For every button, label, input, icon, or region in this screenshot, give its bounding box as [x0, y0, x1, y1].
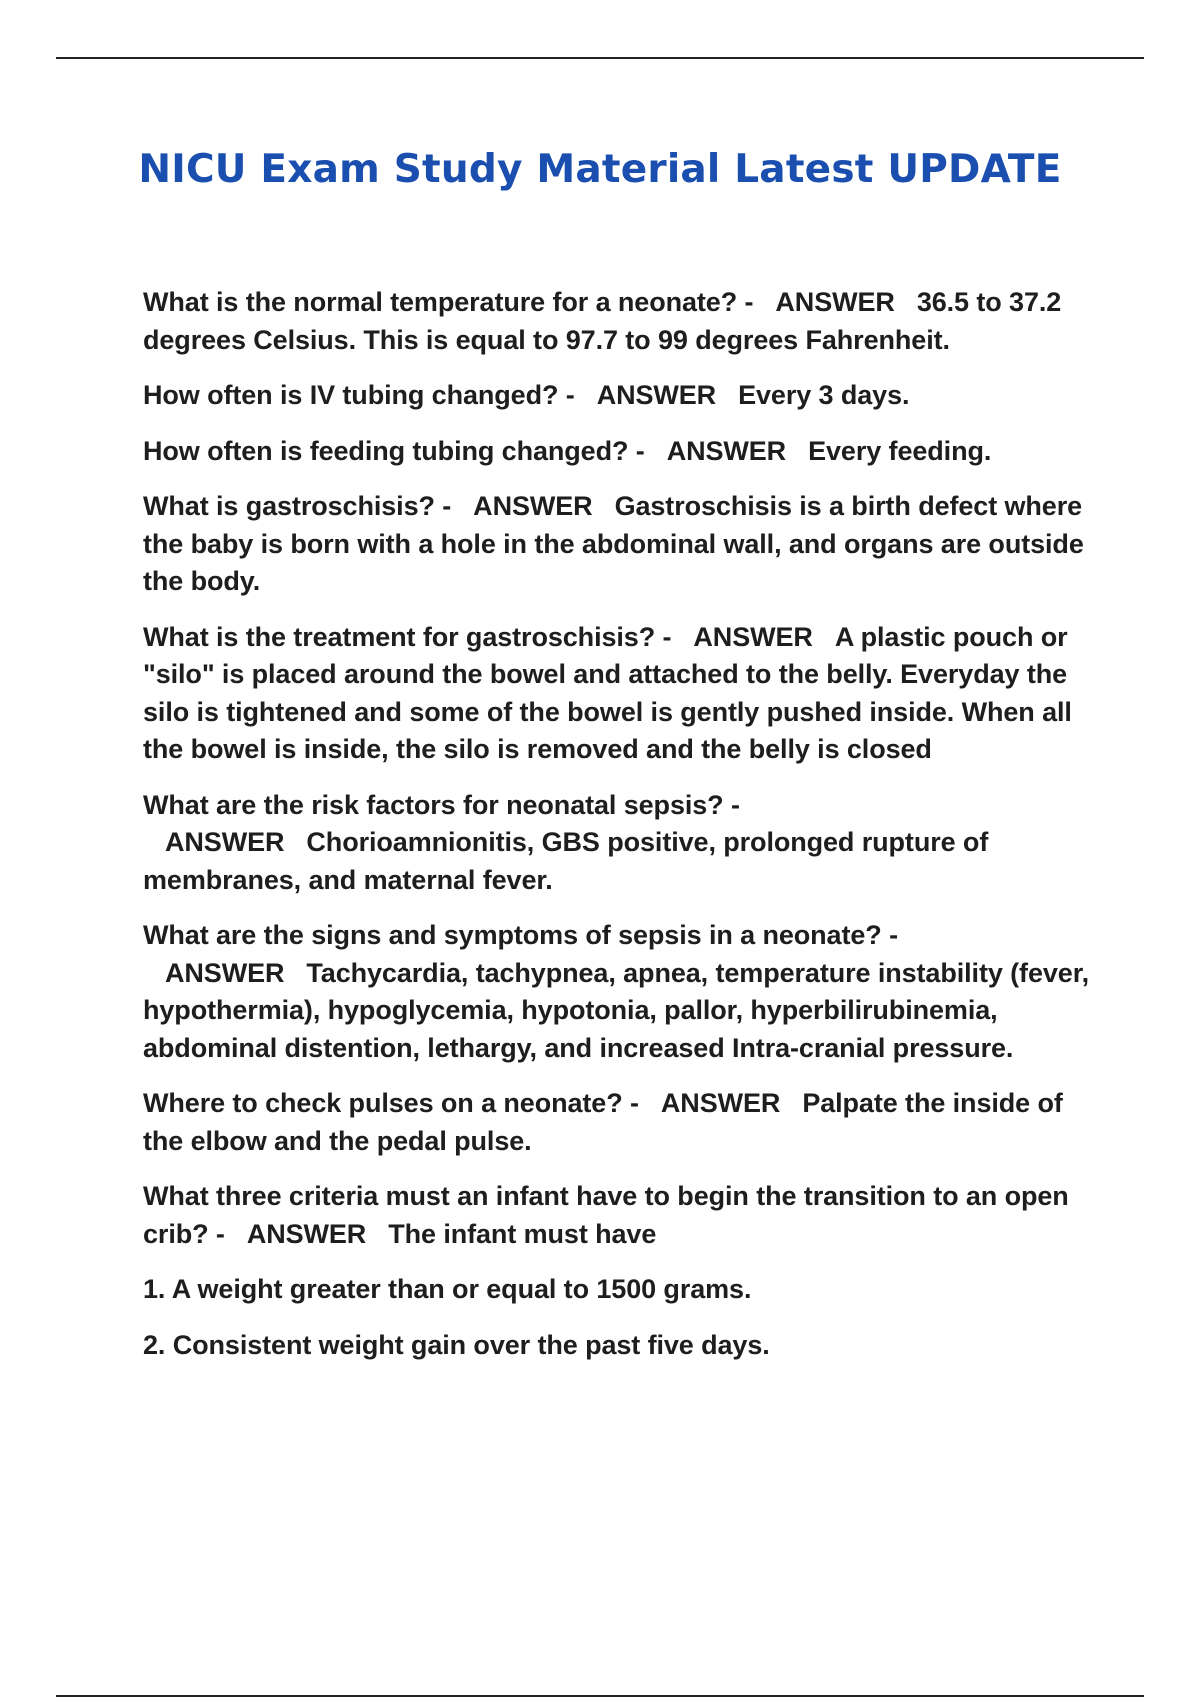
answer-text: Tachycardia, tachypnea, apnea, temperature instability (fever, hypothermia), hypoglycemia, hypotonia, pallor, hyperbilirubinemia, abdominal distention, lethargy, and increased Intra-cranial pressure.	[143, 957, 1090, 1063]
qa-item	[143, 488, 1098, 601]
answer-label: ANSWER	[775, 287, 895, 317]
answer-label: ANSWER	[473, 491, 593, 521]
qa-item	[143, 1178, 1098, 1253]
question-text: What are the signs and symptoms of sepsis in a neonate? -	[143, 920, 898, 950]
qa-item	[143, 787, 1098, 900]
answer-text: Every feeding.	[808, 435, 992, 466]
question-text: What is the normal temperature for a neonate? -	[143, 287, 754, 317]
document-title: NICU Exam Study Material Latest UPDATE	[138, 147, 1062, 192]
qa-item	[143, 284, 1098, 359]
answer-label: ANSWER	[246, 1218, 367, 1249]
question-text: What is the treatment for gastroschisis? -	[143, 621, 672, 652]
answer-text: A plastic pouch or "silo" is placed around the bowel and attached to the belly. Everyday the silo is tightened and some of the bowel is gently pushed inside. When all the bowel is inside, the silo is removed and the belly is closed	[143, 621, 1072, 764]
qa-item	[143, 619, 1098, 769]
answer-label: ANSWER	[165, 957, 285, 988]
qa-item	[143, 917, 1098, 1067]
footer-rule	[56, 1695, 1144, 1697]
qa-item	[143, 1085, 1098, 1160]
question-text: Where to check pulses on a neonate? -	[143, 1088, 639, 1118]
question-text: What are the risk factors for neonatal sepsis? -	[143, 789, 740, 820]
answer-label: ANSWER	[660, 1088, 781, 1118]
answer-label: ANSWER	[165, 827, 285, 857]
question-text: What is gastroschisis? -	[143, 491, 452, 521]
answer-text: 36.5 to 37.2 degrees Celsius. This is equal to 97.7 to 99 degrees Fahrenheit.	[143, 287, 1062, 355]
answer-text: The infant must have	[388, 1218, 657, 1249]
answer-text: Palpate the inside of the elbow and the pedal pulse.	[143, 1088, 1063, 1156]
answer-text: Chorioamnionitis, GBS positive, prolonged rupture of membranes, and maternal fever.	[143, 827, 989, 895]
answer-label: ANSWER	[666, 435, 787, 466]
question-text: What three criteria must an infant have to begin the transition to an open crib? -	[143, 1181, 1069, 1249]
answer-label: ANSWER	[596, 380, 717, 410]
qa-item	[143, 377, 1098, 415]
header-rule	[56, 57, 1144, 59]
qa-item	[143, 433, 1098, 471]
document-body	[143, 284, 1098, 1382]
answer-text: Gastroschisis is a birth defect where the baby is born with a hole in the abdominal wall, and organs are outside the body.	[143, 491, 1084, 596]
answer-label: ANSWER	[693, 621, 813, 652]
list-item: 2. Consistent weight gain over the past five days.	[143, 1329, 770, 1360]
question-text: How often is feeding tubing changed? -	[143, 435, 645, 466]
question-text: How often is IV tubing changed? -	[143, 380, 575, 410]
list-item: 1. A weight greater than or equal to 1500 grams.	[143, 1274, 752, 1304]
answer-text: Every 3 days.	[738, 380, 910, 410]
